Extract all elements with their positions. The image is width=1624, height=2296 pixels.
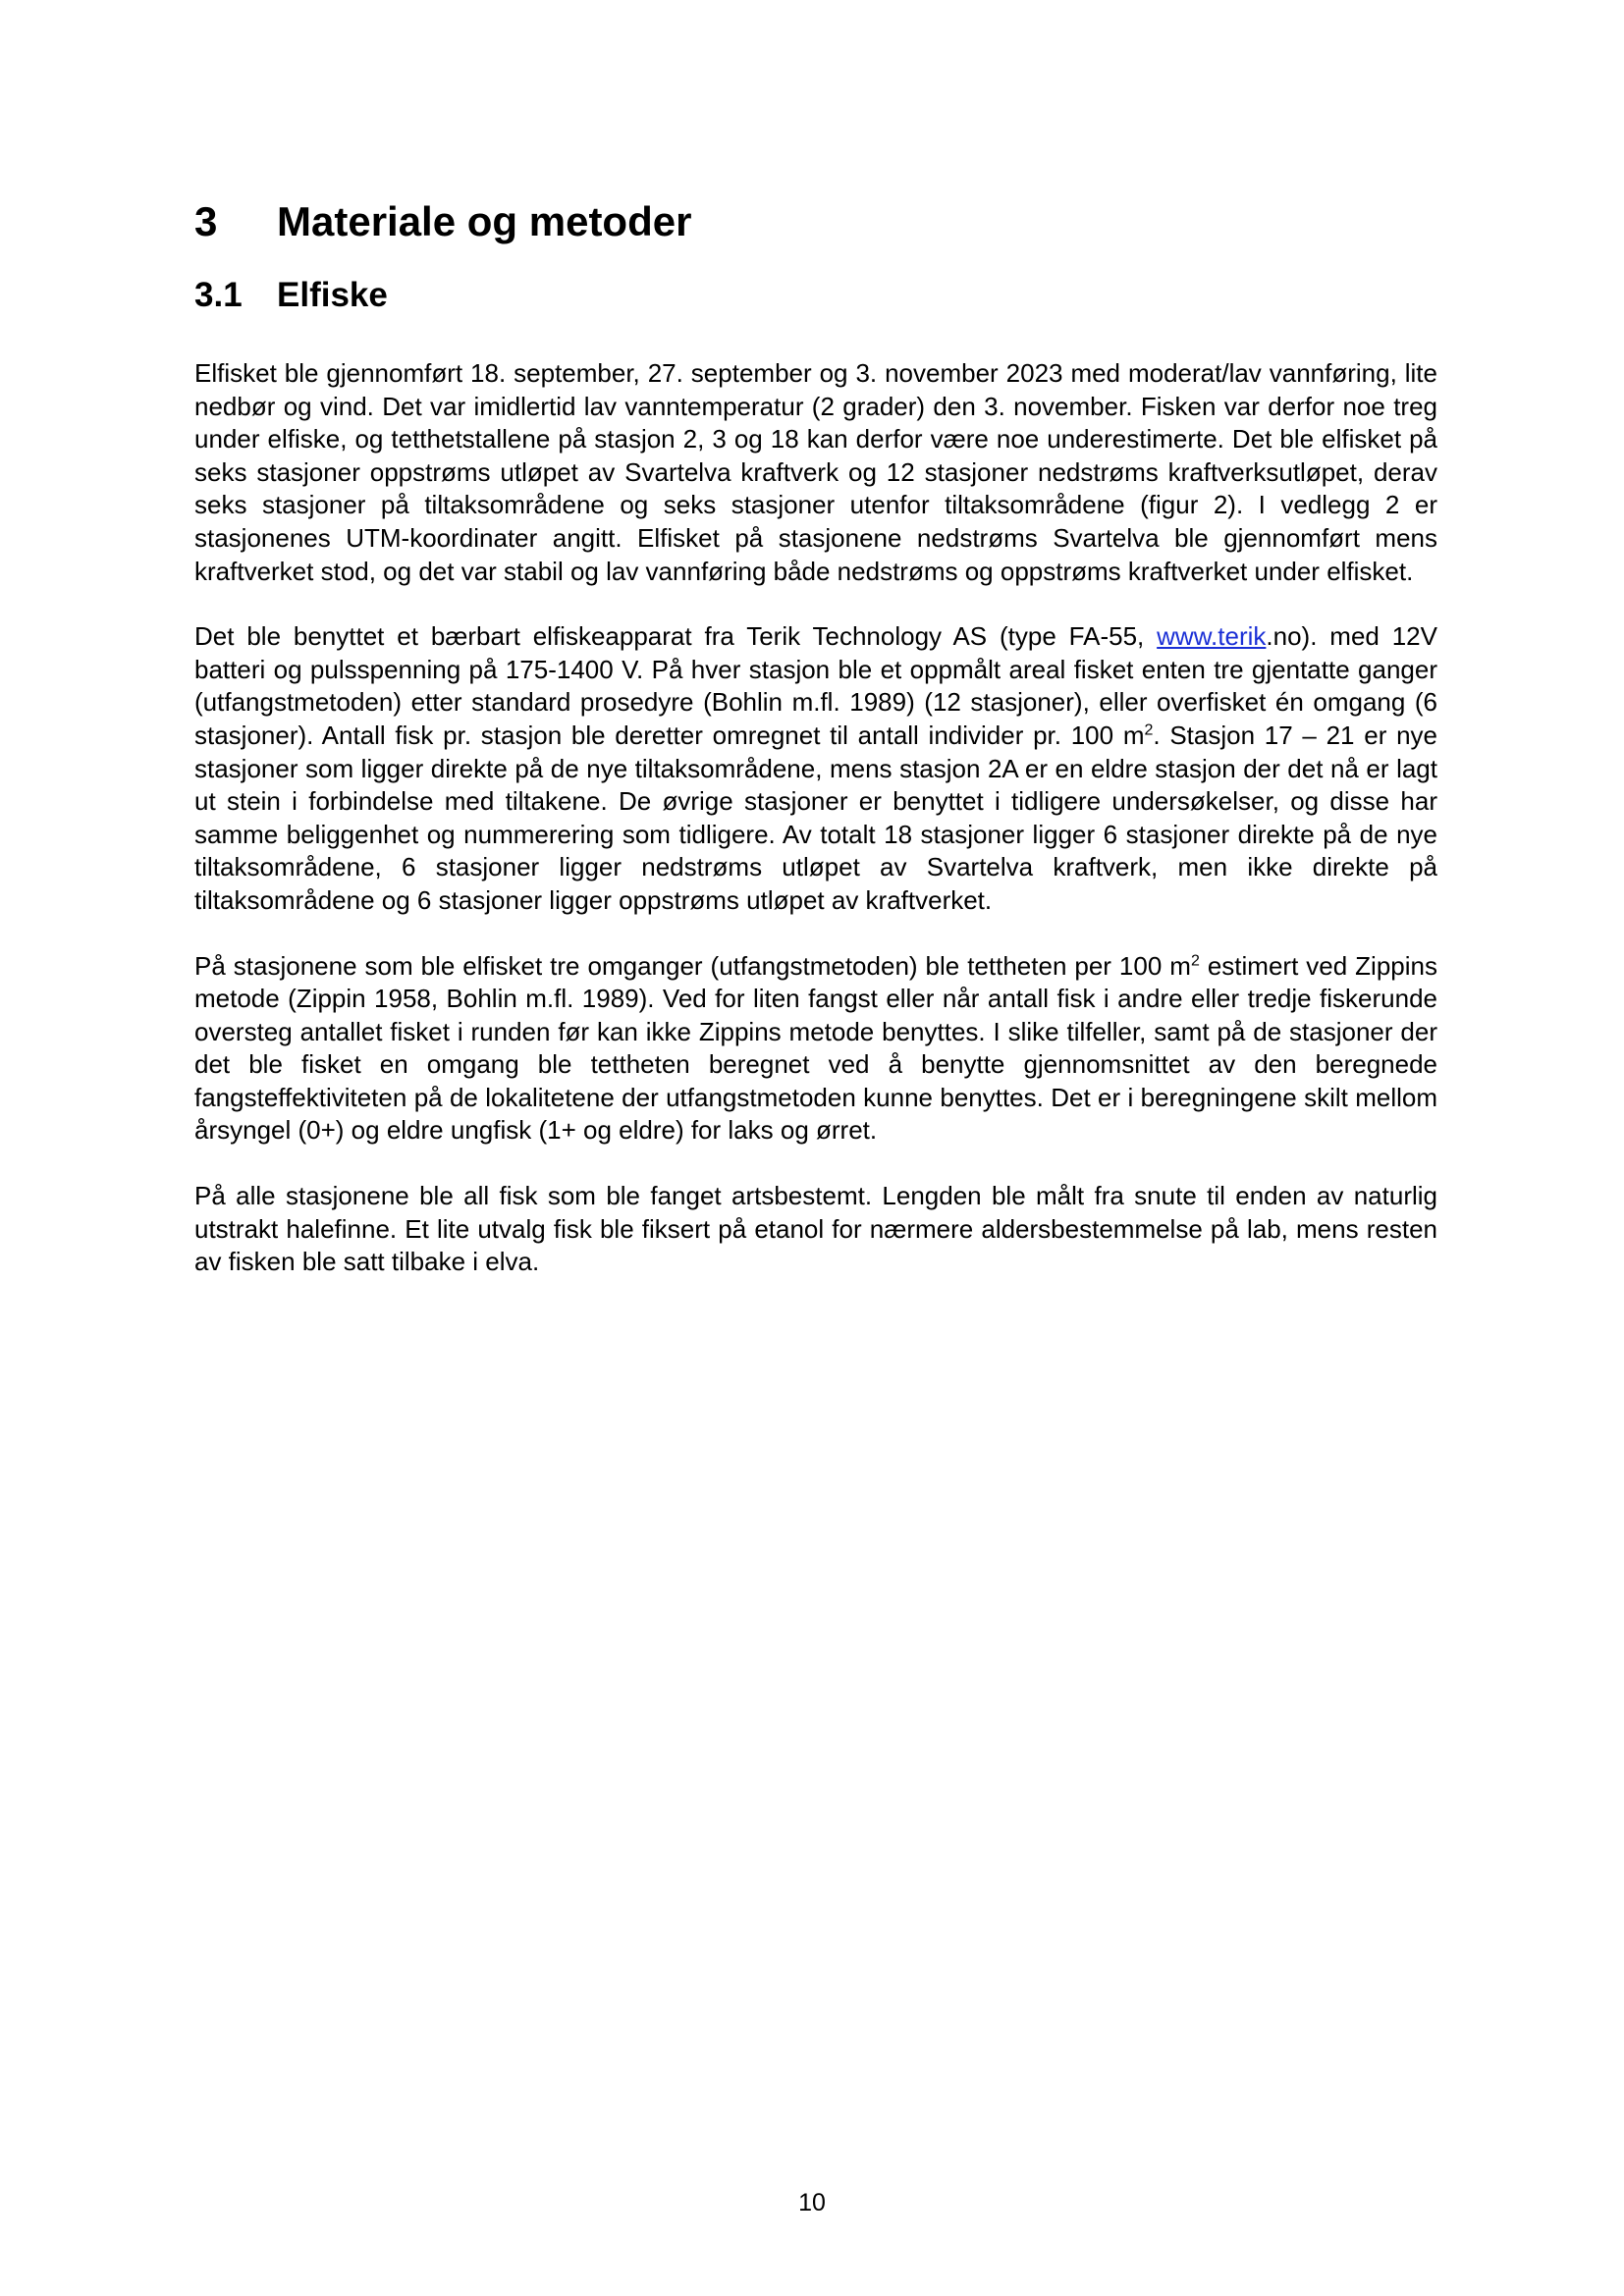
paragraph-species-length: På alle stasjonene ble all fisk som ble fanget artsbestemt. Lengden ble målt fra snute til enden av naturlig utstrakt halefinne. Et lite utvalg fisk ble fiksert på etanol for nærmere aldersbestemmelse på lab, mens resten av fisken ble satt tilbake i elva.: [194, 1181, 1437, 1277]
heading-chapter-title: Materiale og metoder: [277, 198, 692, 244]
heading-chapter: [194, 192, 1437, 251]
paragraph-equipment: [194, 620, 1437, 917]
page-number: 10: [798, 2189, 826, 2216]
paragraph-elfiske-dates: Elfisket ble gjennomført 18. september, 27. september og 3. november 2023 med moderat/lav vannføring, lite nedbør og vind. Det var imidlertid lav vanntemperatur (2 grader) den 3. november. Fisken var derfor noe treg under elfiske, og tetthetstallene på stasjon 2, 3 og 18 kan derfor være noe underestimerte. Det ble elfisket på seks stasjoner oppstrøms utløpet av Svartelva kraftverk og 12 stasjoner nedstrøms kraftverksutløpet, derav seks stasjoner på tiltaksområdene og seks stasjoner utenfor tiltaksområdene (figur 2). I vedlegg 2 er stasjonenes UTM-koordinater angitt. Elfisket på stasjonene nedstrøms Svartelva ble gjennomført mens kraftverket stod, og det var stabil og lav vannføring både nedstrøms og oppstrøms kraftverket under elfisket.: [194, 358, 1437, 586]
paragraph-zippin-method: [194, 950, 1437, 1148]
paragraph-zippin-part2: estimert ved Zippins metode (Zippin 1958, Bohlin m.fl. 1989). Ved for liten fangst eller når antall fisk i andre eller tredje fiskerunde oversteg antallet fisket i runden før kan ikke Zippins metode benyttes. I slike tilfeller, samt på de stasjoner der det ble fisket en omgang ble tettheten beregnet ved å benytte gjennomsnittet av den beregnede fangsteffektiviteten på de lokalitetene der utfangstmetoden kunne benyttes. Det er i beregningene skilt mellom årsyngel (0+) og eldre ungfisk (1+ og eldre) for laks og ørret.: [194, 950, 1437, 1146]
superscript-squared: 2: [1190, 951, 1200, 969]
paragraph-equipment-part1: Det ble benyttet et bærbart elfiskeapparat fra Terik Technology AS (type FA-55,: [194, 621, 1158, 652]
paragraph-equipment-part2: .no). med 12V batteri og pulsspenning på 175-1400 V. På hver stasjon ble et oppmålt areal fisket enten tre gjentatte ganger (utfangstmetoden) etter standard prosedyre (Bohlin m.fl. 1989) (12 stasjoner), eller overfisket én omgang (6 stasjoner). Antall fisk pr. stasjon ble deretter omregnet til antall individer pr. 100 m: [194, 621, 1437, 750]
heading-section: [194, 271, 1437, 320]
heading-section-number: 3.1: [194, 276, 243, 314]
paragraph-equipment-part3: . Stasjon 17 – 21 er nye stasjoner som ligger direkte på de nye tiltaksområdene, mens stasjon 2A er en eldre stasjon der det nå er lagt ut stein i forbindelse med tiltakene. De øvrige stasjoner er benyttet i tidligere undersøkelser, og disse har samme beliggenhet og nummerering som tidligere. Av totalt 18 stasjoner ligger 6 stasjoner direkte på de nye tiltaksområdene, 6 stasjoner ligger nedstrøms utløpet av Svartelva kraftverk, men ikke direkte på tiltaksområdene og 6 stasjoner ligger oppstrøms utløpet av kraftverket.: [194, 720, 1437, 915]
terik-link[interactable]: www.terik: [1157, 621, 1267, 652]
page-content: [194, 192, 1437, 1279]
heading-section-title: Elfiske: [277, 276, 388, 314]
superscript-squared: 2: [1144, 721, 1154, 739]
heading-chapter-number: 3: [194, 198, 218, 244]
paragraph-zippin-part1: På stasjonene som ble elfisket tre omganger (utfangstmetoden) ble tettheten per 100 m: [194, 950, 1191, 981]
